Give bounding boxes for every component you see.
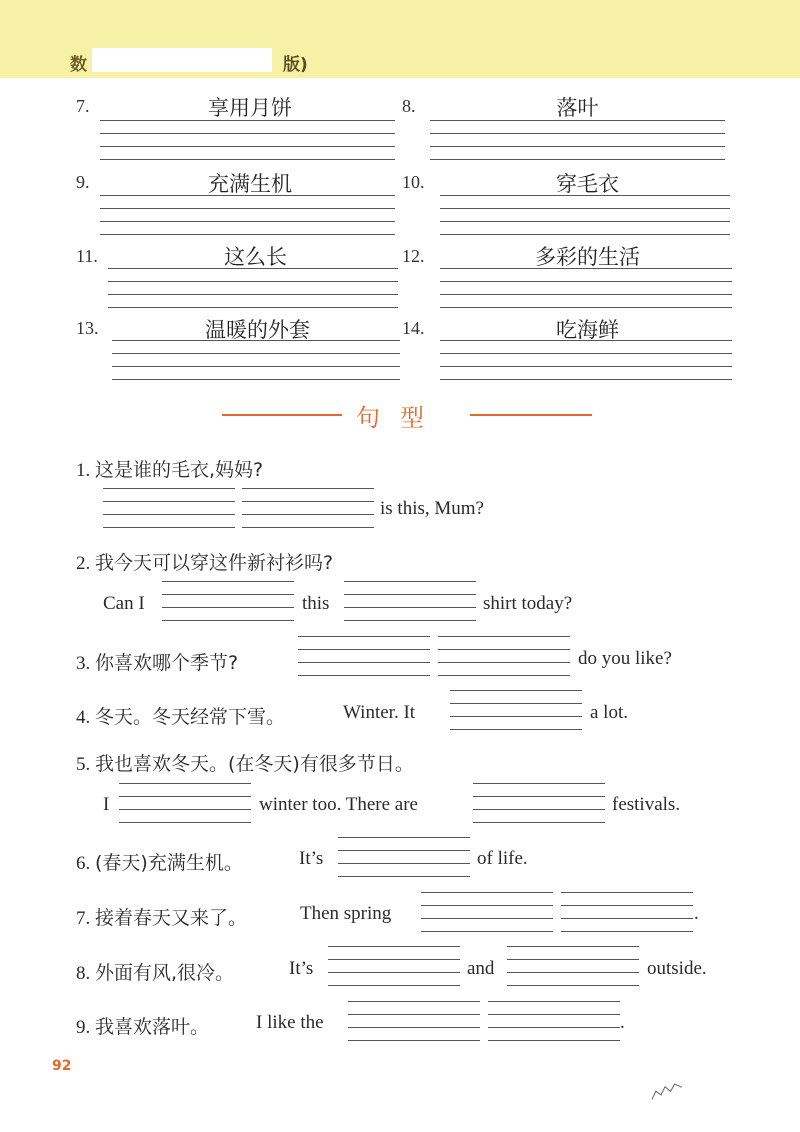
answer-line[interactable]	[438, 662, 570, 663]
writing-line	[100, 133, 395, 134]
sentence-number: 8.	[76, 963, 91, 984]
sentence-english: Can I	[103, 593, 145, 614]
sentence-number: 6.	[76, 853, 91, 874]
page-number: 92	[52, 1058, 72, 1074]
answer-line[interactable]	[488, 1027, 620, 1028]
answer-line[interactable]	[507, 985, 639, 986]
answer-line[interactable]	[298, 662, 430, 663]
answer-line[interactable]	[338, 876, 470, 877]
vocab-word: 多彩的生活	[535, 245, 640, 269]
sentence-chinese: 接着春天又来了。	[95, 907, 248, 929]
vocab-number: 11.	[76, 246, 98, 266]
sentence-chinese: 我今天可以穿这件新衬衫吗?	[95, 552, 334, 574]
answer-line[interactable]	[421, 892, 553, 893]
writing-line	[100, 208, 395, 209]
writing-line	[108, 281, 398, 282]
sentence-chinese: 我也喜欢冬天。(在冬天)有很多节日。	[95, 753, 414, 775]
answer-line[interactable]	[242, 527, 374, 528]
answer-line[interactable]	[438, 675, 570, 676]
answer-line[interactable]	[328, 985, 460, 986]
answer-line[interactable]	[473, 822, 605, 823]
answer-line[interactable]	[344, 620, 476, 621]
sentence-9	[76, 1012, 209, 1039]
sentence-english: of life.	[477, 848, 528, 869]
vocab-number: 7.	[76, 96, 90, 116]
writing-line	[440, 366, 732, 367]
writing-line	[440, 353, 732, 354]
writing-line	[108, 294, 398, 295]
sentence-6	[76, 848, 243, 875]
writing-line	[440, 307, 732, 308]
answer-line[interactable]	[242, 501, 374, 502]
vocab-number: 10.	[402, 172, 425, 192]
sentence-english: do you like?	[578, 648, 672, 669]
answer-line[interactable]	[348, 1014, 480, 1015]
sentence-8	[76, 958, 234, 985]
sentence-number: 7.	[76, 908, 91, 929]
answer-line[interactable]	[103, 488, 235, 489]
answer-line[interactable]	[328, 959, 460, 960]
answer-line[interactable]	[473, 783, 605, 784]
answer-line[interactable]	[507, 946, 639, 947]
sentence-chinese: 外面有风,很冷。	[95, 962, 235, 984]
vocab-word: 穿毛衣	[556, 172, 619, 196]
answer-line[interactable]	[473, 809, 605, 810]
vocab-number: 9.	[76, 172, 90, 192]
answer-line[interactable]	[450, 690, 582, 691]
answer-line[interactable]	[421, 905, 553, 906]
answer-line[interactable]	[344, 594, 476, 595]
sentence-english: shirt today?	[483, 593, 573, 614]
writing-line	[100, 159, 395, 160]
answer-line[interactable]	[344, 581, 476, 582]
vocab-word: 充满生机	[208, 172, 292, 196]
sentence-english: It’s	[299, 848, 324, 869]
answer-line[interactable]	[450, 716, 582, 717]
answer-line[interactable]	[298, 649, 430, 650]
answer-line[interactable]	[348, 1027, 480, 1028]
answer-line[interactable]	[421, 931, 553, 932]
writing-line	[430, 120, 725, 121]
answer-line[interactable]	[103, 501, 235, 502]
answer-line[interactable]	[328, 946, 460, 947]
sentence-english: It’s	[289, 958, 314, 979]
sentence-1	[76, 455, 263, 482]
answer-line[interactable]	[103, 527, 235, 528]
writing-line	[100, 195, 395, 196]
vocab-number: 8.	[402, 96, 416, 116]
writing-line	[440, 268, 732, 269]
sentence-chinese: 我喜欢落叶。	[95, 1016, 210, 1038]
answer-line[interactable]	[162, 607, 294, 608]
answer-line[interactable]	[162, 581, 294, 582]
answer-line[interactable]	[242, 514, 374, 515]
writing-line	[440, 234, 730, 235]
sentence-english: this	[302, 593, 330, 614]
sentence-chinese: (春天)充满生机。	[95, 852, 243, 874]
writing-line	[440, 221, 730, 222]
writing-line	[440, 340, 732, 341]
writing-line	[430, 146, 725, 147]
answer-line[interactable]	[561, 931, 693, 932]
sentence-chinese: 这是谁的毛衣,妈妈?	[95, 459, 264, 481]
section-title: 句型	[356, 404, 444, 432]
answer-line[interactable]	[450, 729, 582, 730]
sentence-english: festivals.	[612, 794, 681, 815]
answer-line[interactable]	[119, 809, 251, 810]
writing-line	[112, 379, 400, 380]
sentence-number: 4.	[76, 707, 91, 728]
sentence-english: and	[467, 958, 495, 979]
answer-line[interactable]	[348, 1001, 480, 1002]
vocab-word: 吃海鲜	[556, 318, 619, 342]
answer-line[interactable]	[103, 514, 235, 515]
answer-line[interactable]	[438, 649, 570, 650]
heading-rule-right	[470, 414, 592, 416]
sentence-english: winter too. There are	[259, 794, 418, 815]
sentence-number: 3.	[76, 653, 91, 674]
answer-line[interactable]	[473, 796, 605, 797]
answer-line[interactable]	[338, 863, 470, 864]
writing-line	[100, 234, 395, 235]
vocab-number: 12.	[402, 246, 425, 266]
writing-line	[440, 294, 732, 295]
sentence-7	[76, 903, 247, 930]
answer-line[interactable]	[119, 796, 251, 797]
sentence-number: 9.	[76, 1017, 91, 1038]
writing-line	[112, 366, 400, 367]
answer-line[interactable]	[561, 892, 693, 893]
answer-line[interactable]	[119, 783, 251, 784]
sentence-english: .	[694, 903, 699, 924]
writing-line	[100, 120, 395, 121]
answer-line[interactable]	[298, 675, 430, 676]
writing-line	[440, 195, 730, 196]
vocab-number: 13.	[76, 318, 99, 338]
sentence-english: Then spring	[300, 903, 392, 924]
sentence-english: a lot.	[590, 702, 628, 723]
sentence-2	[76, 548, 333, 575]
writing-line	[100, 146, 395, 147]
answer-line[interactable]	[488, 1001, 620, 1002]
writing-line	[112, 353, 400, 354]
writing-line	[108, 268, 398, 269]
answer-line[interactable]	[162, 594, 294, 595]
answer-line[interactable]	[488, 1014, 620, 1015]
answer-line[interactable]	[298, 636, 430, 637]
answer-line[interactable]	[561, 918, 693, 919]
sentence-english: outside.	[647, 958, 707, 979]
answer-line[interactable]	[344, 607, 476, 608]
vocab-number: 14.	[402, 318, 425, 338]
writing-line	[112, 340, 400, 341]
writing-line	[440, 379, 732, 380]
answer-line[interactable]	[348, 1040, 480, 1041]
answer-line[interactable]	[338, 850, 470, 851]
sentence-3	[76, 648, 238, 675]
writing-line	[100, 221, 395, 222]
sentence-english: I	[103, 794, 110, 815]
answer-line[interactable]	[119, 822, 251, 823]
sentence-english: .	[620, 1012, 625, 1033]
writing-line	[440, 281, 732, 282]
writing-line	[430, 159, 725, 160]
sentence-number: 1.	[76, 460, 91, 481]
sentence-5	[76, 749, 414, 776]
answer-line[interactable]	[507, 972, 639, 973]
writing-line	[430, 133, 725, 134]
answer-line[interactable]	[242, 488, 374, 489]
vocab-word: 这么长	[224, 245, 287, 269]
answer-line[interactable]	[162, 620, 294, 621]
answer-line[interactable]	[421, 918, 553, 919]
answer-line[interactable]	[507, 959, 639, 960]
sentence-english: is this, Mum?	[380, 498, 484, 519]
sentence-english: I like the	[256, 1012, 324, 1033]
vocab-word: 落叶	[556, 96, 599, 120]
sentence-english: Winter. It	[343, 702, 416, 723]
sentence-chinese: 冬天。冬天经常下雪。	[95, 706, 286, 728]
sentence-chinese: 你喜欢哪个季节?	[95, 652, 239, 674]
sentence-number: 5.	[76, 754, 91, 775]
answer-line[interactable]	[338, 837, 470, 838]
answer-line[interactable]	[488, 1040, 620, 1041]
answer-line[interactable]	[561, 905, 693, 906]
sentence-4	[76, 702, 285, 729]
sentence-number: 2.	[76, 553, 91, 574]
writing-line	[440, 208, 730, 209]
answer-line[interactable]	[328, 972, 460, 973]
vocab-word: 温暖的外套	[205, 318, 310, 342]
header-title: 数 版)	[70, 55, 308, 75]
writing-line	[108, 307, 398, 308]
answer-line[interactable]	[438, 636, 570, 637]
pencil-mark	[646, 1075, 690, 1105]
vocab-word: 享用月饼	[208, 96, 292, 120]
answer-line[interactable]	[450, 703, 582, 704]
header-redaction	[92, 48, 272, 72]
